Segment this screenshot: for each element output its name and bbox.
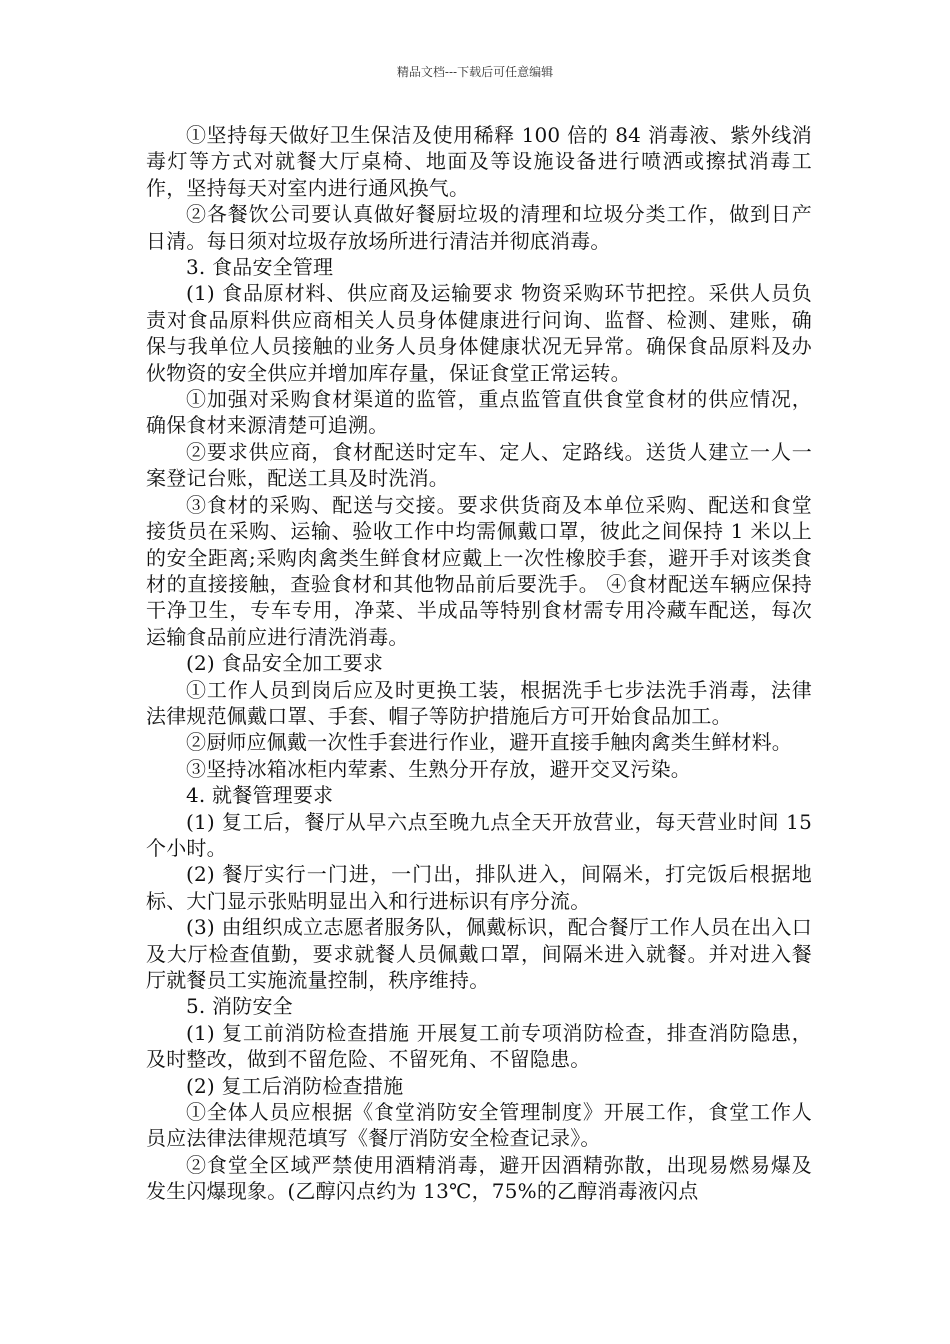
- document-body: [146, 122, 812, 1205]
- paragraph-procurement-handover: ③食材的采购、配送与交接。要求供货商及本单位采购、配送和食堂接货员在采购、运输、验收工作中均需佩戴口罩，彼此之间保持 1 米以上的安全距离;采购肉禽类生鲜食材应戴上一次性橡胶手套，避开手对该类食材的直接接触，查验食材和其他物品前后要洗手。 ④食材配送车辆应保持干净卫生，专车专用，净菜、半成品等特别食材需专用冷藏车配送，每次运输食品前应进行清洗消毒。: [146, 492, 812, 649]
- paragraph-alcohol-ban: ②食堂全区域严禁使用酒精消毒，避开因酒精弥散，出现易燃易爆及发生闪爆现象。(乙醇闪点约为 13℃，75%的乙醇消毒液闪点: [146, 1152, 812, 1204]
- paragraph-procurement-supervision: ①加强对采购食材渠道的监管，重点监管直供食堂食材的供应情况，确保食材来源清楚可追溯。: [146, 387, 812, 438]
- paragraph-chef-gloves: ②厨师应佩戴一次性手套进行作业，避开直接手触肉禽类生鲜材料。: [186, 730, 792, 755]
- paragraph-disinfection-facilities: ①坚持每天做好卫生保洁及使用稀释 100 倍的 84 消毒液、紫外线消毒灯等方式对就餐大厅桌椅、地面及等设施设备进行喷洒或擦拭消毒工作，坚持每天对室内进行通风换气。: [146, 123, 812, 200]
- section-heading-fire-safety: 5. 消防安全: [186, 994, 293, 1019]
- page-header: 精品文档---下载后可任意编辑: [396, 65, 554, 79]
- paragraph-supplier-delivery: ②要求供应商，食材配送时定车、定人、定路线。送货人建立一人一案登记台账，配送工具及时洗消。: [146, 439, 812, 491]
- section-heading-dining: 4. 就餐管理要求: [186, 783, 334, 808]
- paragraph-staff-uniform: ①工作人员到岗后应及时更换工装，根据洗手七步法洗手消毒，法律法律规范佩戴口罩、手套、帽子等防护措施后方可开始食品加工。: [146, 677, 812, 728]
- section-heading-food-safety: 3. 食品安全管理: [186, 255, 334, 280]
- paragraph-volunteers: (3) 由组织成立志愿者服务队，佩戴标识，配合餐厅工作人员在出入口及大厅检查值勤，要求就餐人员佩戴口罩，间隔米进入就餐。并对进入餐厅就餐员工实施流量控制，秩序维持。: [146, 915, 812, 992]
- paragraph-raw-materials: (1) 食品原材料、供应商及运输要求 物资采购环节把控。采供人员负责对食品原料供应商相关人员身体健康进行问询、监督、检测、建账，确保与我单位人员接触的业务人员身体健康状况无异常。确保食品原料及办伙物资的安全供应并增加库存量，保证食堂正常运转。: [146, 281, 812, 385]
- paragraph-fridge-storage: ③坚持冰箱冰柜内荤素、生熟分开存放，避开交叉污染。: [186, 756, 691, 781]
- subheading-food-processing: (2) 食品安全加工要求: [186, 651, 384, 676]
- paragraph-entry-exit: (2) 餐厅实行一门进，一门出，排队进入，间隔米，打完饭后根据地标、大门显示张贴明显出入和行进标识有序分流。: [146, 862, 812, 913]
- subheading-post-resumption-fire-check: (2) 复工后消防检查措施: [186, 1073, 404, 1098]
- paragraph-fire-rules: ①全体人员应根据《食堂消防安全管理制度》开展工作，食堂工作人员应法律法律规范填写《餐厅消防安全检查记录》。: [146, 1100, 812, 1151]
- paragraph-opening-hours: (1) 复工后，餐厅从早六点至晚九点全天开放营业，每天营业时间 15 个小时。: [146, 809, 812, 860]
- paragraph-pre-resumption-fire-check: (1) 复工前消防检查措施 开展复工前专项消防检查，排查消防隐患，及时整改，做到不留危险、不留死角、不留隐患。: [146, 1020, 812, 1072]
- paragraph-kitchen-waste: ②各餐饮公司要认真做好餐厨垃圾的清理和垃圾分类工作，做到日产日清。每日须对垃圾存放场所进行清洁并彻底消毒。: [146, 202, 812, 253]
